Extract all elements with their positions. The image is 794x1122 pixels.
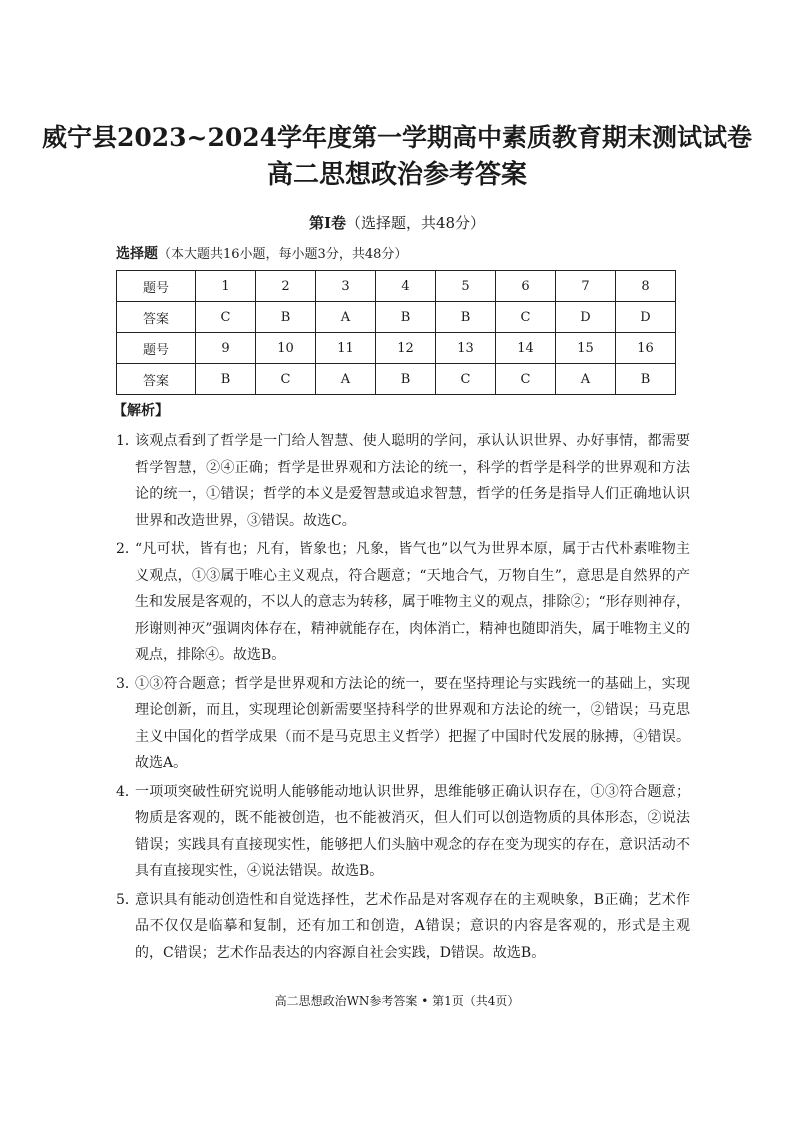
answer-cell: C bbox=[256, 364, 316, 395]
table-row bbox=[117, 364, 676, 395]
answer-cell: A bbox=[316, 364, 376, 395]
item-number: 5． bbox=[116, 891, 139, 908]
row-label: 题号 bbox=[117, 271, 196, 302]
answer-cell: A bbox=[556, 364, 616, 395]
table-row bbox=[117, 302, 676, 333]
mc-label: 选择题 bbox=[116, 246, 158, 262]
question-number: 3 bbox=[316, 271, 376, 302]
page-footer: 高二思想政治WN参考答案 • 第1页（共4页） bbox=[274, 994, 520, 1008]
question-number: 11 bbox=[316, 333, 376, 364]
section-heading bbox=[0, 212, 794, 233]
answer-table bbox=[116, 270, 676, 395]
answer-cell: B bbox=[256, 302, 316, 333]
question-number: 14 bbox=[496, 333, 556, 364]
question-number: 2 bbox=[256, 271, 316, 302]
answer-cell: C bbox=[196, 302, 256, 333]
row-label: 答案 bbox=[117, 302, 196, 333]
question-number: 12 bbox=[376, 333, 436, 364]
question-number: 5 bbox=[436, 271, 496, 302]
mc-heading bbox=[116, 243, 407, 263]
exam-subtitle: 高二思想政治参考答案 bbox=[266, 160, 527, 190]
table-row bbox=[117, 271, 676, 302]
item-text: 一项项突破性研究说明人能够能动地认识世界，思维能够正确认识存在，①③符合题意；物质是客观的，既不能被创造，也不能被消灭，但人们可以创造物质的具体形态，②说法错误；实践具有直接现实性，能够把人们头脑中观念的存在变为现实的存在，意识活动不具有直接现实性，④说法错误。故选B。 bbox=[135, 783, 690, 879]
question-number: 13 bbox=[436, 333, 496, 364]
exam-title: 威宁县2023~2024学年度第一学期高中素质教育期末测试试卷 bbox=[41, 123, 753, 152]
item-number: 4． bbox=[116, 783, 139, 800]
mc-description: （本大题共16小题，每小题3分，共48分） bbox=[158, 247, 408, 262]
answer-cell: C bbox=[436, 364, 496, 395]
answer-cell: D bbox=[616, 302, 676, 333]
section-note: （选择题，共48分） bbox=[345, 214, 486, 232]
answer-cell: C bbox=[496, 302, 556, 333]
answer-cell: B bbox=[196, 364, 256, 395]
analysis-list bbox=[116, 428, 690, 968]
answer-cell: B bbox=[376, 364, 436, 395]
item-number: 2． bbox=[116, 541, 139, 557]
question-number: 4 bbox=[376, 271, 436, 302]
question-number: 15 bbox=[556, 333, 616, 364]
row-label: 题号 bbox=[117, 333, 196, 364]
question-number: 6 bbox=[496, 271, 556, 302]
answer-cell: B bbox=[376, 302, 436, 333]
section-title: 第Ⅰ卷 bbox=[308, 214, 346, 232]
question-number: 9 bbox=[196, 333, 256, 364]
analysis-heading: 【解析】 bbox=[113, 403, 169, 419]
list-item bbox=[116, 671, 690, 777]
list-item bbox=[116, 887, 690, 967]
list-item bbox=[116, 779, 690, 885]
item-number: 3． bbox=[116, 675, 139, 692]
question-number: 1 bbox=[196, 271, 256, 302]
item-text: “凡可状，皆有也；凡有，皆象也；凡象，皆气也”以气为世界本原，属于古代朴素唯物主义观点，①③属于唯心主义观点，符合题意；“天地合气，万物自生”，意思是自然界的产生和发展是客观的，不以人的意志为转移，属于唯物主义的观点，排除②；“形存则神存，形谢则神灭”强调肉体存在，精神就能存在，肉体消亡，精神也随即消失，属于唯物主义的观点，排除④。故选B。 bbox=[135, 541, 690, 663]
list-item bbox=[116, 536, 690, 669]
question-number: 16 bbox=[616, 333, 676, 364]
question-number: 8 bbox=[616, 271, 676, 302]
item-text: 该观点看到了哲学是一门给人智慧、使人聪明的学问，承认认识世界、办好事情，都需要哲学智慧，②④正确；哲学是世界观和方法论的统一，科学的哲学是科学的世界观和方法论的统一，①错误；哲学的本义是爱智慧或追求智慧，哲学的任务是指导人们正确地认识世界和改造世界，③错误。故选C。 bbox=[135, 433, 690, 529]
answer-cell: C bbox=[496, 364, 556, 395]
row-label: 答案 bbox=[117, 364, 196, 395]
list-item bbox=[116, 428, 690, 534]
answer-cell: A bbox=[316, 302, 376, 333]
table-row bbox=[117, 333, 676, 364]
answer-cell: B bbox=[616, 364, 676, 395]
answer-cell: D bbox=[556, 302, 616, 333]
item-text: 意识具有能动创造性和自觉选择性，艺术作品是对客观存在的主观映象，B正确；艺术作品不仅仅是临摹和复制，还有加工和创造，A错误；意识的内容是客观的，形式是主观的，C错误；艺术作品表达的内容源自社会实践，D错误。故选B。 bbox=[135, 891, 690, 961]
question-number: 10 bbox=[256, 333, 316, 364]
question-number: 7 bbox=[556, 271, 616, 302]
item-number: 1． bbox=[116, 433, 139, 449]
item-text: ①③符合题意；哲学是世界观和方法论的统一，要在坚持理论与实践统一的基础上，实现理论创新，而且，实现理论创新需要坚持科学的世界观和方法论的统一，②错误；马克思主义中国化的哲学成果（而不是马克思主义哲学）把握了中国时代发展的脉搏，④错误。故选A。 bbox=[135, 675, 690, 771]
answer-cell: B bbox=[436, 302, 496, 333]
